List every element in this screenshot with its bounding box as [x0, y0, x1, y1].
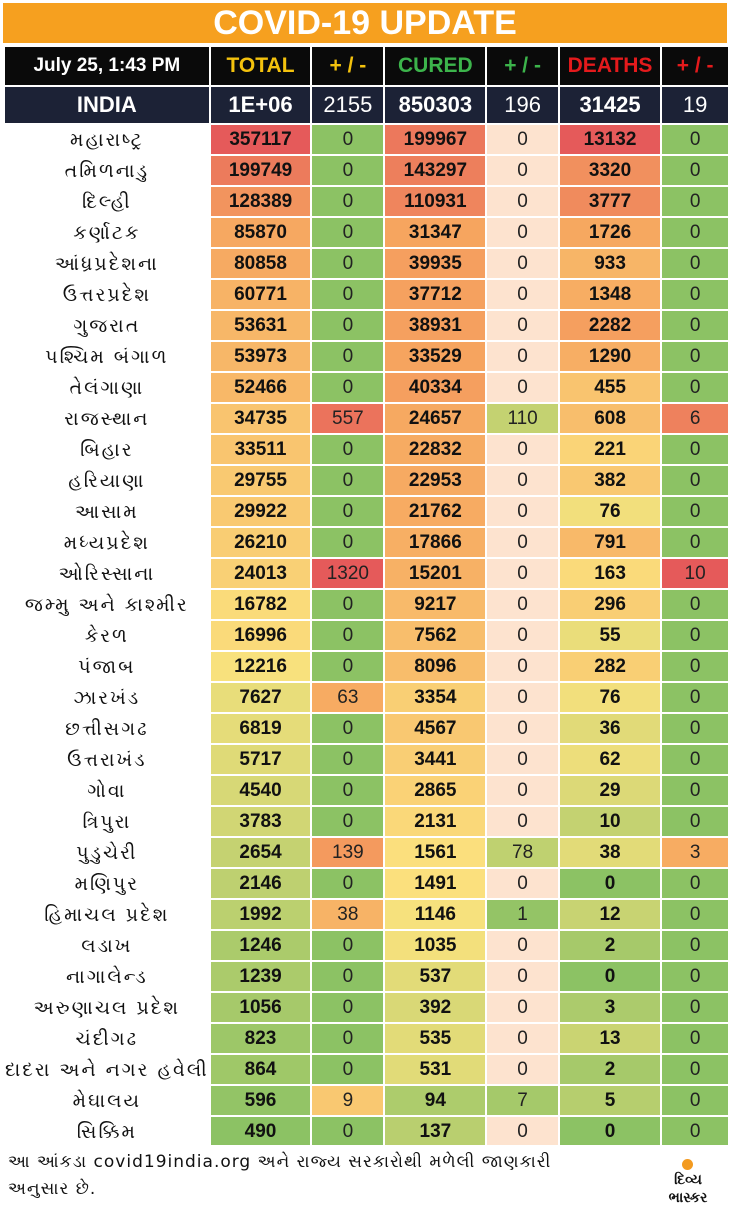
- total-change-cell: 0: [312, 807, 383, 836]
- total-cell: 16996: [211, 621, 311, 650]
- total-cell: 823: [211, 1024, 311, 1053]
- cured-cell: 17866: [385, 528, 485, 557]
- total-change-cell: 0: [312, 1024, 383, 1053]
- total-cell: 864: [211, 1055, 311, 1084]
- deaths-cell: 62: [560, 745, 660, 774]
- total-cell: 12216: [211, 652, 311, 681]
- table-row: [5, 838, 728, 867]
- cured-change-cell: 0: [487, 466, 558, 495]
- total-cell: 596: [211, 1086, 311, 1115]
- total-change-cell: 0: [312, 962, 383, 991]
- state-name: ગોવા: [5, 776, 209, 805]
- deaths-cell: 5: [560, 1086, 660, 1115]
- cured-change-cell: 0: [487, 962, 558, 991]
- national-cured-change: 196: [487, 87, 558, 123]
- deaths-change-cell: 0: [662, 590, 728, 619]
- total-cell: 199749: [211, 156, 311, 185]
- deaths-change-cell: 0: [662, 466, 728, 495]
- national-row: [5, 87, 728, 123]
- table-row: [5, 900, 728, 929]
- deaths-change-cell: 0: [662, 931, 728, 960]
- cured-cell: 531: [385, 1055, 485, 1084]
- cured-change-cell: 0: [487, 1024, 558, 1053]
- deaths-cell: 282: [560, 652, 660, 681]
- deaths-cell: 3777: [560, 187, 660, 216]
- cured-change-cell: 1: [487, 900, 558, 929]
- total-change-cell: 0: [312, 249, 383, 278]
- total-cell: 26210: [211, 528, 311, 557]
- deaths-change-cell: 0: [662, 962, 728, 991]
- total-cell: 3783: [211, 807, 311, 836]
- table-row: [5, 1024, 728, 1053]
- deaths-change-cell: 0: [662, 776, 728, 805]
- deaths-change-cell: 0: [662, 311, 728, 340]
- table-row: [5, 342, 728, 371]
- cured-change-cell: 0: [487, 497, 558, 526]
- cured-header: CURED: [385, 47, 485, 85]
- deaths-cell: 38: [560, 838, 660, 867]
- cured-change-cell: 0: [487, 280, 558, 309]
- deaths-change-cell: 0: [662, 1024, 728, 1053]
- deaths-header: DEATHS: [560, 47, 660, 85]
- national-cured: 850303: [385, 87, 485, 123]
- header-row: [5, 47, 728, 85]
- cured-cell: 9217: [385, 590, 485, 619]
- total-change-cell: 0: [312, 125, 383, 154]
- cured-cell: 8096: [385, 652, 485, 681]
- table-row: [5, 404, 728, 433]
- table-row: [5, 652, 728, 681]
- total-cell: 53973: [211, 342, 311, 371]
- cured-change-cell: 0: [487, 714, 558, 743]
- table-row: [5, 249, 728, 278]
- deaths-change-cell: 0: [662, 528, 728, 557]
- state-name: પંજાબ: [5, 652, 209, 681]
- table-row: [5, 714, 728, 743]
- deaths-cell: 163: [560, 559, 660, 588]
- deaths-change-cell: 0: [662, 156, 728, 185]
- state-name: ત્રિપુરા: [5, 807, 209, 836]
- table-row: [5, 1055, 728, 1084]
- cured-change-cell: 0: [487, 373, 558, 402]
- cured-cell: 7562: [385, 621, 485, 650]
- total-cell: 1246: [211, 931, 311, 960]
- deaths-cell: 791: [560, 528, 660, 557]
- deaths-cell: 1348: [560, 280, 660, 309]
- cured-change-cell: 0: [487, 745, 558, 774]
- table-row: [5, 869, 728, 898]
- deaths-change-cell: 0: [662, 621, 728, 650]
- table-row: [5, 528, 728, 557]
- state-name: બિહાર: [5, 435, 209, 464]
- state-name: તમિળનાડુ: [5, 156, 209, 185]
- cured-change-cell: 0: [487, 869, 558, 898]
- state-name: નાગાલેન્ડ: [5, 962, 209, 991]
- deaths-change-cell: 0: [662, 652, 728, 681]
- cured-cell: 33529: [385, 342, 485, 371]
- state-name: આસામ: [5, 497, 209, 526]
- cured-change-cell: 0: [487, 156, 558, 185]
- cured-cell: 3354: [385, 683, 485, 712]
- timestamp: July 25, 1:43 PM: [5, 47, 209, 85]
- state-name: મેઘાલય: [5, 1086, 209, 1115]
- deaths-cell: 933: [560, 249, 660, 278]
- table-row: [5, 125, 728, 154]
- cured-cell: 40334: [385, 373, 485, 402]
- total-cell: 1056: [211, 993, 311, 1022]
- table-row: [5, 156, 728, 185]
- cured-change-cell: 0: [487, 218, 558, 247]
- state-name: હરિયાણા: [5, 466, 209, 495]
- state-name: રાજસ્થાન: [5, 404, 209, 433]
- national-deaths: 31425: [560, 87, 660, 123]
- deaths-change-cell: 0: [662, 714, 728, 743]
- cured-change-cell: 0: [487, 249, 558, 278]
- table-row: [5, 280, 728, 309]
- deaths-change-cell: 0: [662, 342, 728, 371]
- state-name: કર્ણાટક: [5, 218, 209, 247]
- total-change-cell: 0: [312, 497, 383, 526]
- total-cell: 4540: [211, 776, 311, 805]
- table-row: [5, 776, 728, 805]
- total-change-cell: 0: [312, 342, 383, 371]
- state-name: કેરળ: [5, 621, 209, 650]
- covid-table: [3, 45, 730, 1148]
- table-row: [5, 683, 728, 712]
- table-row: [5, 1117, 728, 1146]
- national-deaths-change: 19: [662, 87, 728, 123]
- deaths-change-cell: 0: [662, 869, 728, 898]
- deaths-cell: 0: [560, 1117, 660, 1146]
- state-name: ઓરિસ્સાના: [5, 559, 209, 588]
- state-name: લડાખ: [5, 931, 209, 960]
- deaths-cell: 221: [560, 435, 660, 464]
- state-name: આંધ્રપ્રદેશના: [5, 249, 209, 278]
- cured-cell: 3441: [385, 745, 485, 774]
- table-row: [5, 373, 728, 402]
- cured-cell: 39935: [385, 249, 485, 278]
- cured-change-cell: 0: [487, 652, 558, 681]
- deaths-change-cell: 0: [662, 497, 728, 526]
- cured-cell: 1146: [385, 900, 485, 929]
- cured-cell: 24657: [385, 404, 485, 433]
- cured-change-cell: 0: [487, 559, 558, 588]
- brand-logo: [652, 1159, 724, 1215]
- total-change-cell: 63: [312, 683, 383, 712]
- cured-cell: 537: [385, 962, 485, 991]
- cured-cell: 21762: [385, 497, 485, 526]
- total-cell: 34735: [211, 404, 311, 433]
- state-rows: [5, 125, 728, 1146]
- table-row: [5, 807, 728, 836]
- total-change-cell: 0: [312, 993, 383, 1022]
- total-change-cell: 9: [312, 1086, 383, 1115]
- deaths-cell: 3: [560, 993, 660, 1022]
- cured-cell: 2865: [385, 776, 485, 805]
- cured-change-cell: 0: [487, 311, 558, 340]
- deaths-cell: 36: [560, 714, 660, 743]
- total-cell: 2146: [211, 869, 311, 898]
- footer: [0, 1145, 730, 1219]
- banner-title: COVID-19 UPDATE: [3, 3, 727, 43]
- total-cell: 33511: [211, 435, 311, 464]
- total-cell: 29755: [211, 466, 311, 495]
- total-cell: 80858: [211, 249, 311, 278]
- deaths-change-cell: 0: [662, 218, 728, 247]
- deaths-cell: 10: [560, 807, 660, 836]
- state-name: મહારાષ્ટ્ર: [5, 125, 209, 154]
- total-change-cell: 0: [312, 869, 383, 898]
- cured-cell: 137: [385, 1117, 485, 1146]
- deaths-cell: 296: [560, 590, 660, 619]
- national-total-change: 2155: [312, 87, 383, 123]
- cured-cell: 4567: [385, 714, 485, 743]
- total-change-header: + / -: [312, 47, 383, 85]
- total-cell: 52466: [211, 373, 311, 402]
- state-name: ગુજરાત: [5, 311, 209, 340]
- state-name: ઉત્તરપ્રદેશ: [5, 280, 209, 309]
- state-name: પશ્ચિમ બંગાળ: [5, 342, 209, 371]
- deaths-cell: 1290: [560, 342, 660, 371]
- deaths-cell: 76: [560, 497, 660, 526]
- deaths-cell: 382: [560, 466, 660, 495]
- total-change-cell: 0: [312, 156, 383, 185]
- state-name: અરુણાચલ પ્રદેશ: [5, 993, 209, 1022]
- deaths-change-cell: 0: [662, 1055, 728, 1084]
- cured-cell: 143297: [385, 156, 485, 185]
- deaths-change-cell: 0: [662, 993, 728, 1022]
- cured-change-cell: 0: [487, 993, 558, 1022]
- table-row: [5, 745, 728, 774]
- cured-change-cell: 110: [487, 404, 558, 433]
- logo-line-1: દિવ્ય: [674, 1172, 702, 1188]
- cured-change-cell: 0: [487, 683, 558, 712]
- state-name: ચંદીગઢ: [5, 1024, 209, 1053]
- deaths-change-cell: 3: [662, 838, 728, 867]
- table-row: [5, 931, 728, 960]
- table-row: [5, 311, 728, 340]
- cured-cell: 22953: [385, 466, 485, 495]
- total-change-cell: 139: [312, 838, 383, 867]
- total-change-cell: 38: [312, 900, 383, 929]
- total-change-cell: 0: [312, 373, 383, 402]
- total-change-cell: 0: [312, 1055, 383, 1084]
- deaths-cell: 2: [560, 1055, 660, 1084]
- state-name: તેલંગાણા: [5, 373, 209, 402]
- total-change-cell: 0: [312, 621, 383, 650]
- total-cell: 1992: [211, 900, 311, 929]
- table-row: [5, 962, 728, 991]
- deaths-change-cell: 0: [662, 249, 728, 278]
- state-name: દાદરા અને નગર હવેલી: [5, 1055, 209, 1084]
- cured-change-cell: 0: [487, 1117, 558, 1146]
- cured-cell: 110931: [385, 187, 485, 216]
- deaths-cell: 455: [560, 373, 660, 402]
- total-change-cell: 0: [312, 776, 383, 805]
- state-name: ઉત્તરાખંડ: [5, 745, 209, 774]
- state-name: પુડુચેરી: [5, 838, 209, 867]
- deaths-cell: 13: [560, 1024, 660, 1053]
- total-cell: 357117: [211, 125, 311, 154]
- total-change-cell: 0: [312, 931, 383, 960]
- total-cell: 85870: [211, 218, 311, 247]
- total-cell: 5717: [211, 745, 311, 774]
- total-change-cell: 0: [312, 218, 383, 247]
- cured-cell: 15201: [385, 559, 485, 588]
- deaths-cell: 2: [560, 931, 660, 960]
- total-change-cell: 0: [312, 528, 383, 557]
- total-cell: 1239: [211, 962, 311, 991]
- deaths-change-cell: 0: [662, 125, 728, 154]
- total-cell: 60771: [211, 280, 311, 309]
- cured-change-cell: 0: [487, 776, 558, 805]
- total-cell: 24013: [211, 559, 311, 588]
- deaths-cell: 1726: [560, 218, 660, 247]
- total-cell: 53631: [211, 311, 311, 340]
- cured-change-cell: 7: [487, 1086, 558, 1115]
- cured-cell: 1561: [385, 838, 485, 867]
- cured-cell: 392: [385, 993, 485, 1022]
- sun-icon: [682, 1159, 693, 1170]
- state-name: જમ્મુ અને કાશ્મીર: [5, 590, 209, 619]
- cured-cell: 94: [385, 1086, 485, 1115]
- cured-change-cell: 0: [487, 435, 558, 464]
- state-name: ઝારખંડ: [5, 683, 209, 712]
- state-name: સિક્કિમ: [5, 1117, 209, 1146]
- table-row: [5, 993, 728, 1022]
- total-cell: 29922: [211, 497, 311, 526]
- table-row: [5, 1086, 728, 1115]
- state-name: દિલ્હી: [5, 187, 209, 216]
- cured-cell: 38931: [385, 311, 485, 340]
- deaths-change-cell: 0: [662, 373, 728, 402]
- deaths-change-cell: 6: [662, 404, 728, 433]
- cured-change-cell: 0: [487, 590, 558, 619]
- cured-cell: 199967: [385, 125, 485, 154]
- deaths-change-cell: 0: [662, 187, 728, 216]
- deaths-change-cell: 0: [662, 745, 728, 774]
- deaths-cell: 76: [560, 683, 660, 712]
- deaths-change-cell: 0: [662, 1117, 728, 1146]
- source-note: આ આંકડા covid19india.org અને રાજ્ય સરકારોથી મળેલી જાણકારી અનુસાર છે.: [8, 1152, 552, 1199]
- state-name: મણિપુર: [5, 869, 209, 898]
- table-row: [5, 559, 728, 588]
- table-row: [5, 497, 728, 526]
- total-change-cell: 0: [312, 745, 383, 774]
- cured-change-cell: 0: [487, 125, 558, 154]
- deaths-change-header: + / -: [662, 47, 728, 85]
- total-change-cell: 0: [312, 466, 383, 495]
- total-change-cell: 0: [312, 435, 383, 464]
- table-row: [5, 621, 728, 650]
- cured-cell: 37712: [385, 280, 485, 309]
- deaths-cell: 3320: [560, 156, 660, 185]
- deaths-change-cell: 0: [662, 900, 728, 929]
- cured-cell: 2131: [385, 807, 485, 836]
- deaths-cell: 0: [560, 962, 660, 991]
- table-row: [5, 466, 728, 495]
- deaths-change-cell: 0: [662, 683, 728, 712]
- cured-change-cell: 0: [487, 807, 558, 836]
- cured-cell: 31347: [385, 218, 485, 247]
- deaths-change-cell: 10: [662, 559, 728, 588]
- state-name: મધ્યપ્રદેશ: [5, 528, 209, 557]
- total-change-cell: 1320: [312, 559, 383, 588]
- cured-change-header: + / -: [487, 47, 558, 85]
- deaths-change-cell: 0: [662, 435, 728, 464]
- table-row: [5, 187, 728, 216]
- deaths-change-cell: 0: [662, 1086, 728, 1115]
- deaths-cell: 29: [560, 776, 660, 805]
- cured-change-cell: 0: [487, 528, 558, 557]
- state-name: હિમાચલ પ્રદેશ: [5, 900, 209, 929]
- total-cell: 7627: [211, 683, 311, 712]
- cured-change-cell: 0: [487, 187, 558, 216]
- cured-cell: 22832: [385, 435, 485, 464]
- total-change-cell: 557: [312, 404, 383, 433]
- deaths-cell: 55: [560, 621, 660, 650]
- cured-cell: 535: [385, 1024, 485, 1053]
- total-change-cell: 0: [312, 311, 383, 340]
- table-row: [5, 218, 728, 247]
- logo-line-2: ભાસ્કર: [668, 1190, 708, 1206]
- cured-change-cell: 0: [487, 342, 558, 371]
- deaths-change-cell: 0: [662, 807, 728, 836]
- total-change-cell: 0: [312, 590, 383, 619]
- deaths-cell: 608: [560, 404, 660, 433]
- cured-cell: 1035: [385, 931, 485, 960]
- cured-change-cell: 78: [487, 838, 558, 867]
- deaths-cell: 13132: [560, 125, 660, 154]
- deaths-cell: 12: [560, 900, 660, 929]
- total-change-cell: 0: [312, 652, 383, 681]
- national-total: 1E+06: [211, 87, 311, 123]
- state-name: છત્તીસગઢ: [5, 714, 209, 743]
- deaths-change-cell: 0: [662, 280, 728, 309]
- total-cell: 2654: [211, 838, 311, 867]
- total-change-cell: 0: [312, 714, 383, 743]
- table-row: [5, 590, 728, 619]
- total-cell: 6819: [211, 714, 311, 743]
- deaths-cell: 0: [560, 869, 660, 898]
- total-cell: 128389: [211, 187, 311, 216]
- cured-change-cell: 0: [487, 1055, 558, 1084]
- total-change-cell: 0: [312, 1117, 383, 1146]
- table-row: [5, 435, 728, 464]
- cured-cell: 1491: [385, 869, 485, 898]
- total-cell: 490: [211, 1117, 311, 1146]
- cured-change-cell: 0: [487, 621, 558, 650]
- total-cell: 16782: [211, 590, 311, 619]
- total-header: TOTAL: [211, 47, 311, 85]
- total-change-cell: 0: [312, 280, 383, 309]
- national-name: INDIA: [5, 87, 209, 123]
- total-change-cell: 0: [312, 187, 383, 216]
- deaths-cell: 2282: [560, 311, 660, 340]
- cured-change-cell: 0: [487, 931, 558, 960]
